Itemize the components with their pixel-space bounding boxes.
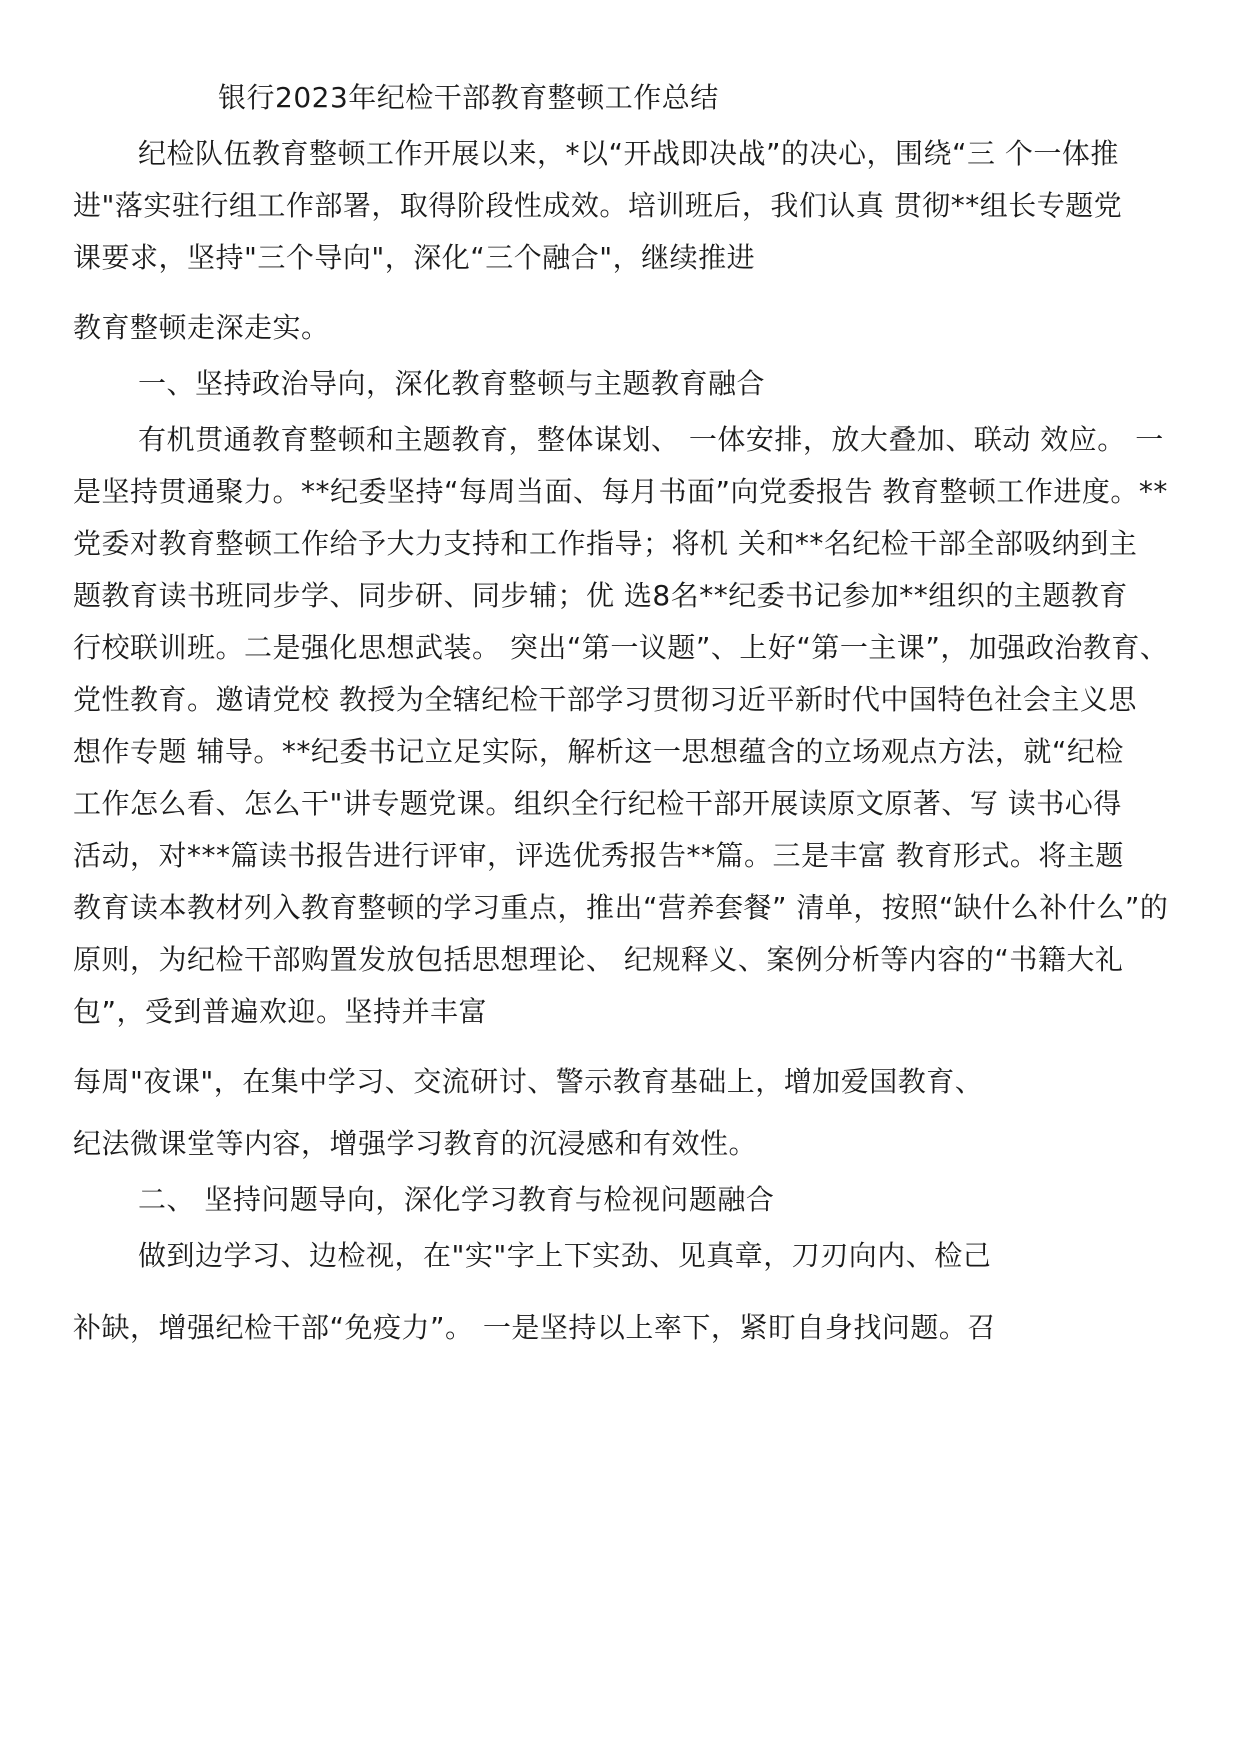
paragraph-line: 纪法微课堂等内容，增强学习教育的沉浸感和有效性。 xyxy=(73,1127,758,1160)
paragraph-line: 党委对教育整顿工作给予大力支持和工作指导；将机 关和**名纪检干部全部吸纳到主 xyxy=(73,527,1138,560)
paragraph-line: 工作怎么看、怎么干"讲专题党课。组织全行纪检干部开展读原文原著、写 读书心得 xyxy=(73,787,1122,820)
paragraph-line: 党性教育。邀请党校 教授为全辖纪检干部学习贯彻习近平新时代中国特色社会主义思 xyxy=(73,683,1137,716)
paragraph-line: 每周"夜课"，在集中学习、交流研讨、警示教育基础上，增加爱国教育、 xyxy=(73,1065,984,1098)
paragraph-line: 做到边学习、边检视，在"实"字上下实劲、见真章，刀刃向内、检己 xyxy=(138,1239,992,1272)
section-heading-2: 二、 坚持问题导向，深化学习教育与检视问题融合 xyxy=(138,1183,775,1216)
document-title: 银行2023年纪检干部教育整顿工作总结 xyxy=(218,81,719,114)
paragraph-line: 行校联训班。二是强化思想武装。 突出“第一议题”、上好“第一主课”，加强政治教育、 xyxy=(73,631,1169,664)
paragraph-line: 有机贯通教育整顿和主题教育，整体谋划、 一体安排，放大叠加、联动 效应。 一 xyxy=(138,423,1164,456)
paragraph-line: 纪检队伍教育整顿工作开展以来，*以“开战即决战”的决心，围绕“三 个一体推 xyxy=(138,137,1119,170)
paragraph-line: 包”，受到普遍欢迎。坚持并丰富 xyxy=(73,995,488,1028)
paragraph-line: 是坚持贯通聚力。**纪委坚持“每周当面、每月书面”向党委报告 教育整顿工作进度。** xyxy=(73,475,1168,508)
paragraph-line: 教育整顿走深走实。 xyxy=(73,311,330,344)
section-heading-1: 一、坚持政治导向，深化教育整顿与主题教育融合 xyxy=(138,367,766,400)
paragraph-line: 想作专题 辅导。**纪委书记立足实际，解析这一思想蕴含的立场观点方法，就“纪检 xyxy=(73,735,1124,768)
paragraph-line: 原则，为纪检干部购置发放包括思想理论、 纪规释义、案例分析等内容的“书籍大礼 xyxy=(73,943,1124,976)
paragraph-line: 课要求，坚持"三个导向"，深化“三个融合"，继续推进 xyxy=(73,241,756,274)
paragraph-line: 活动，对***篇读书报告进行评审，评选优秀报告**篇。三是丰富 教育形式。将主题 xyxy=(73,839,1124,872)
paragraph-line: 补缺，增强纪检干部“免疫力”。 一是坚持以上率下，紧盯自身找问题。召 xyxy=(73,1311,996,1344)
paragraph-line: 题教育读书班同步学、同步研、同步辅；优 选8名**纪委书记参加**组织的主题教育 xyxy=(73,579,1128,612)
paragraph-line: 进"落实驻行组工作部署，取得阶段性成效。培训班后，我们认真 贯彻**组长专题党 xyxy=(73,189,1123,222)
paragraph-line: 教育读本教材列入教育整顿的学习重点，推出“营养套餐” 清单，按照“缺什么补什么”的 xyxy=(73,891,1169,924)
